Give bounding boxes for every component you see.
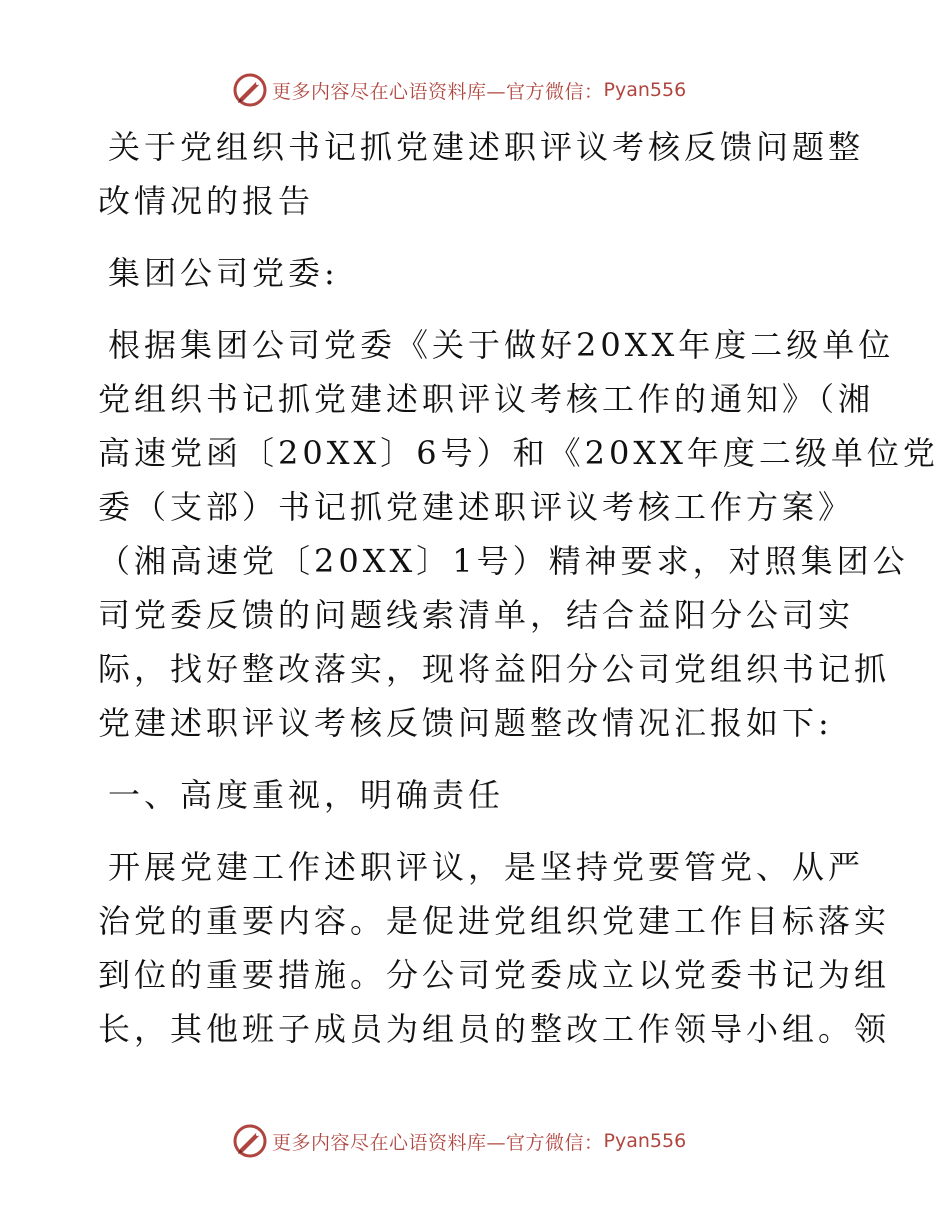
watermark-text: 更多内容尽在心语资料库—官方微信：	[272, 1131, 604, 1154]
section-heading: 一、高度重视，明确责任	[108, 776, 505, 814]
footer-watermark	[232, 1121, 686, 1161]
watermark-wechat-id: Pyan556	[603, 1130, 687, 1152]
document-title	[98, 120, 865, 228]
paragraph-line: 党组织书记抓党建述职评议考核工作的通知》（湘	[98, 380, 875, 418]
paragraph-line: 党建述职评议考核反馈问题整改情况汇报如下:	[98, 704, 833, 742]
title-line: 改情况的报告	[98, 182, 315, 220]
paragraph-line: （湘高速党〔20XX〕1号）精神要求，对照集团公	[98, 542, 909, 580]
paragraph-line: 高速党函〔20XX〕6号）和《20XX年度二级单位党	[98, 434, 939, 472]
paragraph-line: 治党的重要内容。是促进党组织党建工作目标落实	[98, 902, 891, 940]
watermark-text: 更多内容尽在心语资料库—官方微信：	[272, 80, 604, 103]
paragraph-line: 开展党建工作述职评议，是坚持党要管党、从严	[108, 848, 865, 886]
paragraph-line: 委（支部）书记抓党建述职评议考核工作方案》	[98, 488, 855, 526]
document-body	[98, 120, 939, 1056]
pen-in-circle-logo-icon	[232, 72, 268, 108]
paragraph	[98, 318, 939, 750]
title-line: 关于党组织书记抓党建述职评议考核反馈问题整	[108, 128, 865, 166]
paragraph-line: 司党委反馈的问题线索清单，结合益阳分公司实	[98, 596, 855, 634]
header-watermark	[232, 70, 686, 110]
watermark-wechat-id: Pyan556	[603, 79, 687, 101]
paragraph	[98, 840, 891, 1056]
paragraph-line: 长，其他班子成员为组员的整改工作领导小组。领	[98, 1010, 891, 1048]
paragraph-line: 际，找好整改落实，现将益阳分公司党组织书记抓	[98, 650, 891, 688]
paragraph-line: 根据集团公司党委《关于做好20XX年度二级单位	[108, 326, 895, 364]
paragraph-line: 到位的重要措施。分公司党委成立以党委书记为组	[98, 956, 891, 994]
salutation: 集团公司党委:	[108, 254, 339, 292]
pen-in-circle-logo-icon	[232, 1123, 268, 1159]
